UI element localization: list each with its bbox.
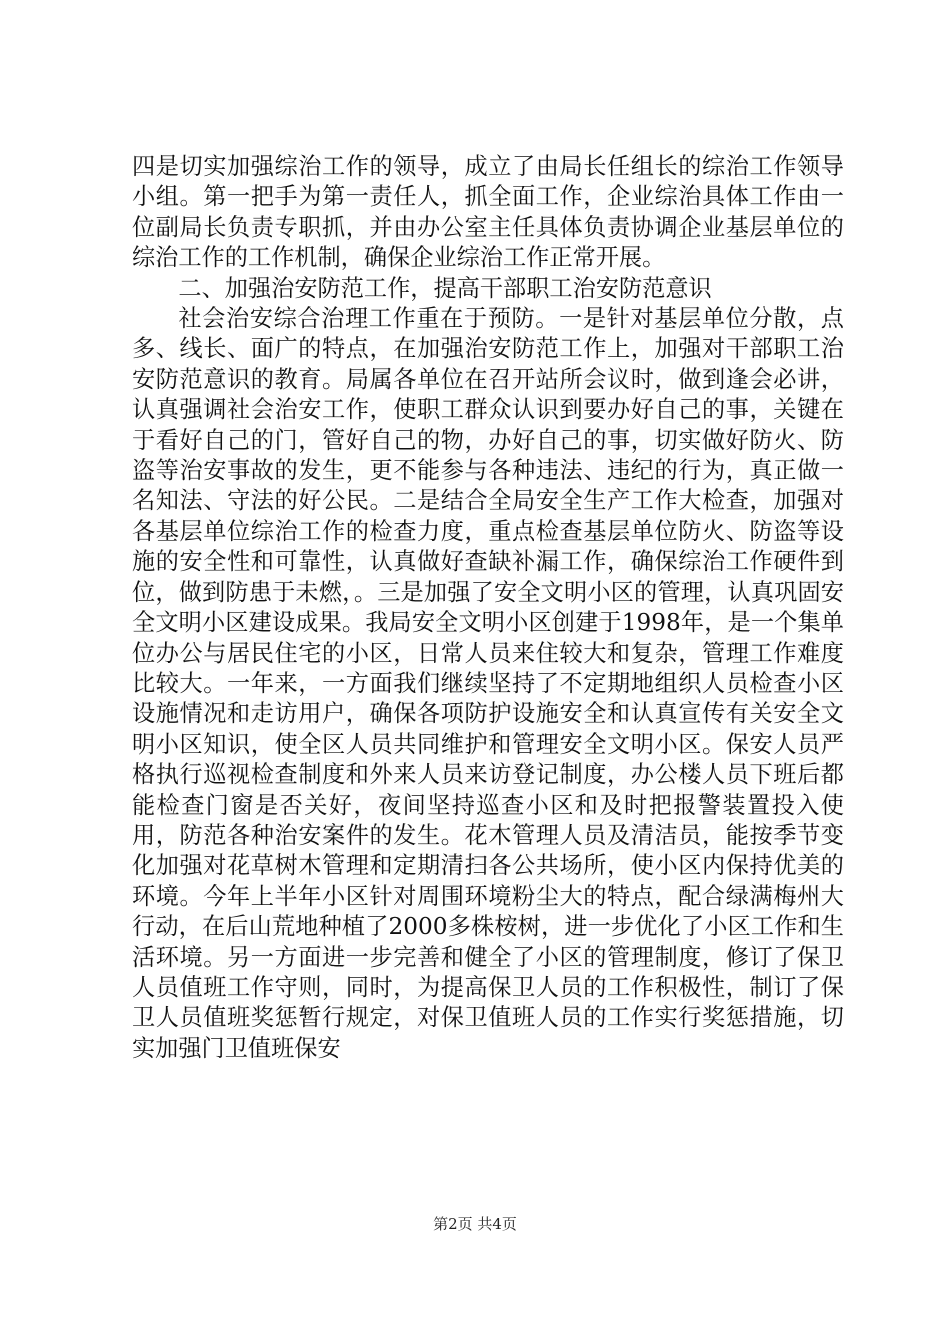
paragraph-leadership: 四是切实加强综治工作的领导，成立了由局长任组长的综治工作领导小组。第一把手为第一责任人，抓全面工作，企业综治具体工作由一位副局长负责专职抓，并由办公室主任具体负责协调企业基层单位的综治工作的工作机制，确保企业综治工作正常开展。: [132, 153, 844, 272]
document-body: [132, 152, 844, 1064]
section-heading: 二、加强治安防范工作，提高干部职工治安防范意识: [178, 274, 712, 302]
paragraph-prevention: 社会治安综合治理工作重在于预防。一是针对基层单位分散，点多、线长、面广的特点，在加强治安防范工作上，加强对干部职工治安防范意识的教育。局属各单位在召开站所会议时，做到逢会必讲，认真强调社会治安工作，使职工群众认识到要办好自己的事，关键在于看好自己的门，管好自己的物，办好自己的事，切实做好防火、防盗等治安事故的发生，更不能参与各种违法、违纪的行为，真正做一名知法、守法的好公民。二是结合全局安全生产工作大检查，加强对各基层单位综治工作的检查力度，重点检查基层单位防火、防盗等设施的安全性和可靠性，认真做好查缺补漏工作，确保综治工作硬件到位，做到防患于未燃，。三是加强了安全文明小区的管理，认真巩固安全文明小区建设成果。我局安全文明小区创建于1998年，是一个集单位办公与居民住宅的小区，日常人员来住较大和复杂，管理工作难度比较大。一年来，一方面我们继续坚持了不定期地组织人员检查小区设施情况和走访用户，确保各项防护设施安全和认真宣传有关安全文明小区知识，使全区人员共同维护和管理安全文明小区。保安人员严格执行巡视检查制度和外来人员来访登记制度，办公楼人员下班后都能检查门窗是否关好，夜间坚持巡查小区和及时把报警装置投入使用，防范各种治安案件的发生。花木管理人员及清洁员，能按季节变化加强对花草树木管理和定期清扫各公共场所，使小区内保持优美的环境。今年上半年小区针对周围环境粉尘大的特点，配合绿满梅州大行动，在后山荒地种植了2000多株桉树，进一步优化了小区工作和生活环境。另一方面进一步完善和健全了小区的管理制度，修订了保卫人员值班工作守则，同时，为提高保卫人员的工作积极性，制订了保卫人员值班奖惩暂行规定，对保卫值班人员的工作实行奖惩措施，切实加强门卫值班保安: [132, 305, 844, 1062]
page-number: 第2页 共4页: [433, 1215, 517, 1233]
